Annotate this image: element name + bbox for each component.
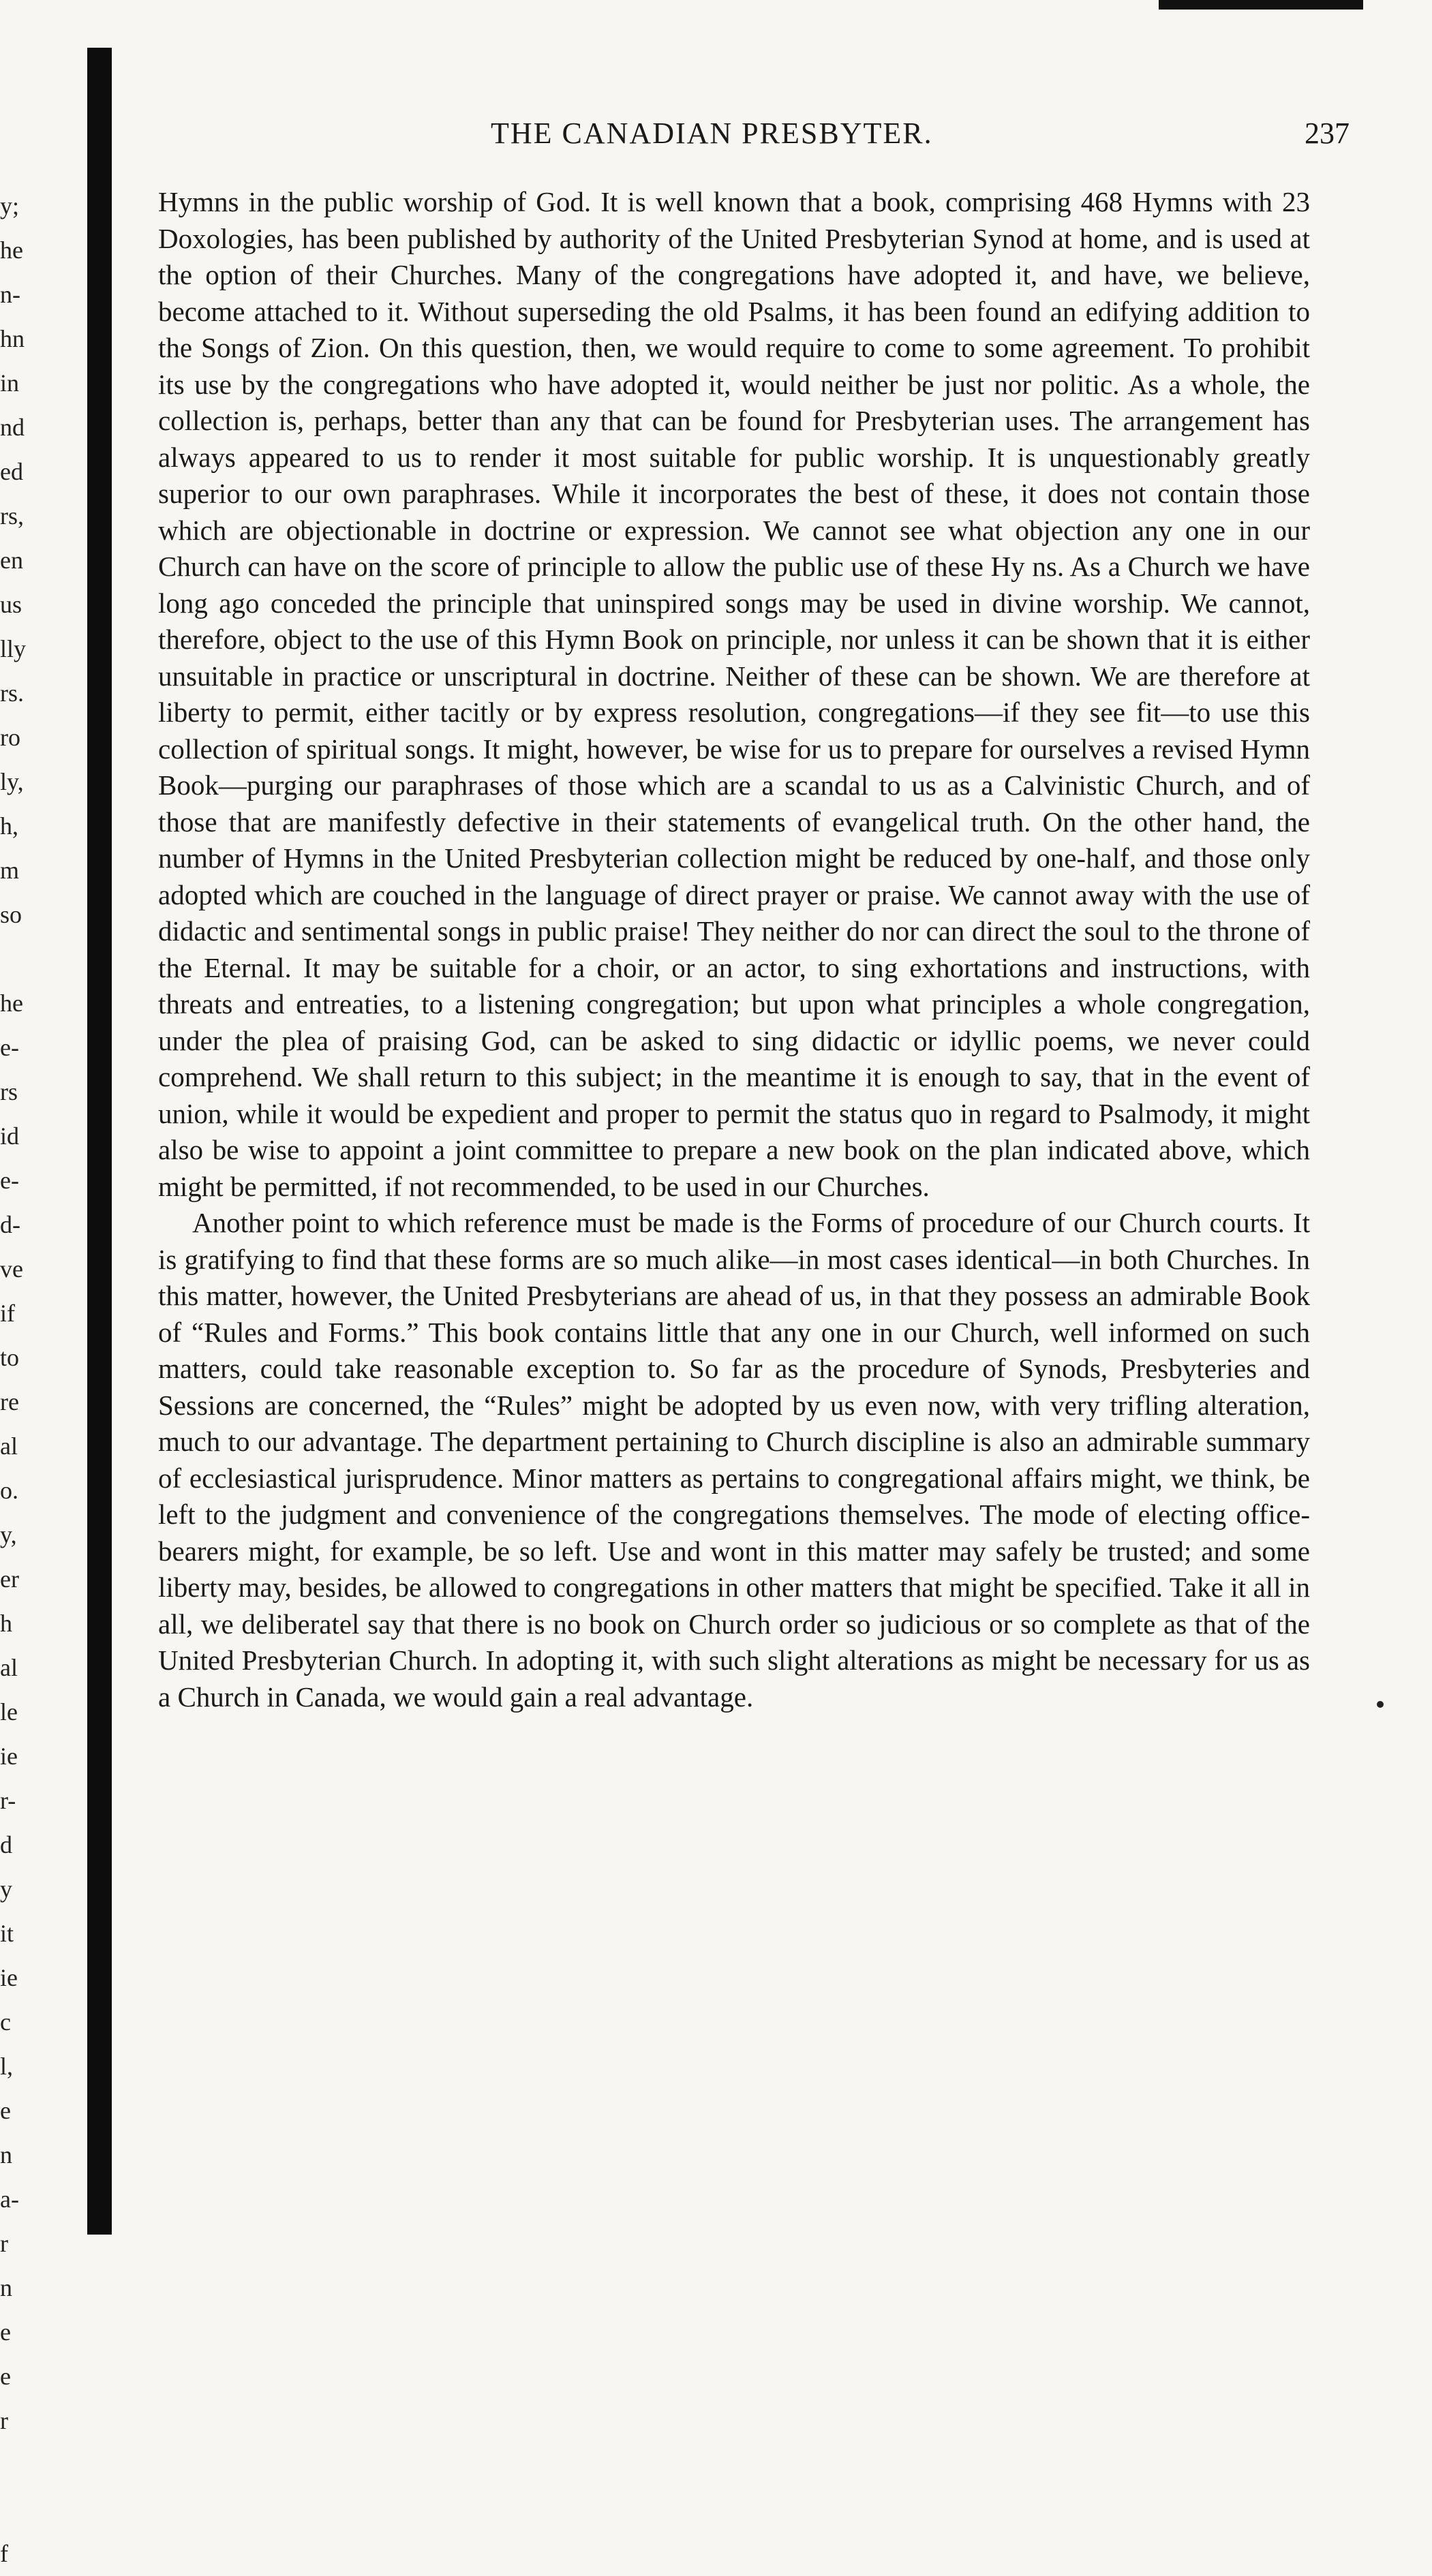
gutter-fragment: rs bbox=[0, 1078, 18, 1105]
gutter-fragment bbox=[0, 2487, 75, 2532]
gutter-fragment: f bbox=[0, 2540, 8, 2567]
gutter-fragment: n bbox=[0, 2274, 12, 2301]
gutter-fragment: e bbox=[0, 2318, 11, 2346]
gutter-fragment bbox=[0, 937, 75, 981]
page-header bbox=[491, 116, 1350, 157]
gutter-fragment: er bbox=[0, 1565, 19, 1593]
gutter-fragment: h bbox=[0, 1610, 12, 1637]
gutter-fragment: l, bbox=[0, 2053, 14, 2080]
gutter-fragment: ie bbox=[0, 1964, 18, 1991]
binding-gutter-shadow bbox=[87, 48, 112, 2235]
gutter-fragment: n- bbox=[0, 281, 20, 308]
gutter-fragment: h, bbox=[0, 812, 18, 840]
gutter-fragment: hn bbox=[0, 325, 25, 352]
gutter-fragment: d- bbox=[0, 1211, 20, 1238]
gutter-fragment: ie bbox=[0, 1743, 18, 1770]
gutter-fragment: ro bbox=[0, 724, 20, 751]
gutter-fragment: he bbox=[0, 236, 23, 264]
gutter-fragment: r bbox=[0, 2230, 8, 2257]
gutter-fragment: d bbox=[0, 1831, 12, 1858]
gutter-fragment: re bbox=[0, 1388, 19, 1415]
gutter-fragment: a- bbox=[0, 2186, 19, 2213]
gutter-fragment: al bbox=[0, 1654, 18, 1681]
gutter-fragment: lly bbox=[0, 635, 27, 662]
gutter-fragment: n bbox=[0, 2141, 12, 2168]
gutter-fragment: e bbox=[0, 2363, 11, 2390]
gutter-fragment: he bbox=[0, 990, 23, 1017]
gutter-fragment: it bbox=[0, 1920, 14, 1947]
page-number: 237 bbox=[1305, 117, 1350, 150]
gutter-fragment: if bbox=[0, 1300, 15, 1327]
paragraph-forms-of-procedure: Another point to which reference must be made is the Forms of procedure of our Church courts. It is gratifying to find that these forms are so much alike—in most cases identical—in both Churches. In this matter, however, the United Presbyterians are ahead of us, in that they possess an admirable Book of “Rules and Forms.” This book contains little that any one in our Church, well informed on such matters, could take reasonable exception to. So far as the procedure of Synods, Presbyteries and Sessions are concerned, the “Rules” might be adopted by us even now, with very trifling alteration, much to our advantage. The department pertaining to Church discipline is also an admirable summary of ecclesiastical jurisprudence. Minor matters as pertains to congregational affairs might, we think, be left to the judgment and convenience of the congregations themselves. The mode of electing office-bearers might, for example, be so left. Use and wont in this matter may safely be trusted; and some liberty may, besides, be allowed to congregations in other matters that might be specified. Take it all in all, we deliberatel say that there is no book on Church order so judicious or so complete as that of the United Presbyterian Church. In adopting it, with such slight alterations as might be necessary for us as a Church in Canada, we would gain a real advantage. bbox=[158, 1207, 1310, 1713]
gutter-fragment: so bbox=[0, 901, 22, 928]
gutter-fragment: r- bbox=[0, 1787, 16, 1814]
gutter-fragment: nd bbox=[0, 414, 25, 441]
gutter-fragment: e- bbox=[0, 1034, 19, 1061]
gutter-fragment: e bbox=[0, 2097, 11, 2124]
gutter-fragment: r bbox=[0, 2407, 8, 2434]
gutter-fragment bbox=[0, 2443, 75, 2487]
gutter-fragment: ve bbox=[0, 1255, 23, 1283]
gutter-fragment: rs. bbox=[0, 679, 24, 707]
margin-dot-mark bbox=[1377, 1701, 1384, 1708]
gutter-fragment: in bbox=[0, 369, 20, 397]
gutter-fragment: le bbox=[0, 1698, 18, 1726]
gutter-fragment: al bbox=[0, 1432, 18, 1460]
gutter-fragment: rs, bbox=[0, 502, 24, 530]
scan-edge-mark bbox=[1159, 0, 1363, 10]
facing-page-fragments bbox=[0, 184, 75, 2567]
gutter-fragment: id bbox=[0, 1122, 20, 1150]
gutter-fragment: y, bbox=[0, 1521, 17, 1548]
gutter-fragment: m bbox=[0, 857, 20, 884]
gutter-fragment: us bbox=[0, 591, 22, 618]
gutter-fragment: e- bbox=[0, 1167, 19, 1194]
gutter-fragment: o. bbox=[0, 1477, 18, 1504]
article-body bbox=[158, 184, 1310, 1715]
gutter-fragment: c bbox=[0, 2008, 11, 2036]
running-title: THE CANADIAN PRESBYTER. bbox=[491, 117, 933, 150]
gutter-fragment: ly, bbox=[0, 768, 24, 795]
gutter-fragment: ed bbox=[0, 458, 23, 485]
gutter-fragment: y bbox=[0, 1875, 12, 1903]
gutter-fragment: en bbox=[0, 547, 23, 574]
gutter-fragment: to bbox=[0, 1344, 20, 1371]
gutter-fragment: y; bbox=[0, 192, 20, 219]
paragraph-hymns: Hymns in the public worship of God. It is well known that a book, comprising 468 Hymns with 23 Doxologies, has been published by authority of the United Presbyterian Synod at home, and is used at the option of their Churches. Many of the congregations have adopted it, and have, we believe, become attached to it. Without superseding the old Psalms, it has been found an edifying addition to the Songs of Zion. On this question, then, we would require to come to some agreement. To prohibit its use by the congregations who have adopted it, would neither be just nor politic. As a whole, the collection is, perhaps, better than any that can be found for Presbyterian uses. The arrangement has always appeared to us to render it most suitable for public worship. It is unquestionably greatly superior to our own paraphrases. While it incorporates the best of these, it does not contain those which are objectionable in doctrine or expression. We cannot see what objection any one in our Church can have on the score of principle to allow the public use of these Hy ns. As a Church we have long ago conceded the principle that uninspired songs may be used in divine worship. We cannot, therefore, object to the use of this Hymn Book on principle, nor unless it can be shown that it is either unsuitable in practice or unscriptural in doctrine. Neither of these can be shown. We are therefore at liberty to permit, either tacitly or by express resolution, congregations—if they see fit—to use this collection of spiritual songs. It might, however, be wise for us to prepare for ourselves a revised Hymn Book—purging our paraphrases of those which are a scandal to us as a Calvinistic Church, and of those that are manifestly defective in their statements of evangelical truth. On the other hand, the number of Hymns in the United Presbyterian collection might be reduced by one-half, and those only adopted which are couched in the language of direct prayer or praise. We cannot away with the use of didactic and sentimental songs in public praise! They neither do nor can direct the soul to the throne of the Eternal. It may be suitable for a choir, or an actor, to sing exhortations and instructions, with threats and entreaties, to a listening congregation; but upon what principles a whole congregation, under the plea of praising God, can be asked to sing didactic or idyllic poems, we never could comprehend. We shall return to this subject; in the meantime it is enough to say, that in the event of union, while it would be expedient and proper to permit the status quo in regard to Psalmody, it might also be wise to appoint a joint committee to prepare a new book on the plan indicated above, which might be permitted, if not recommended, to be used in our Churches. bbox=[158, 186, 1310, 1202]
